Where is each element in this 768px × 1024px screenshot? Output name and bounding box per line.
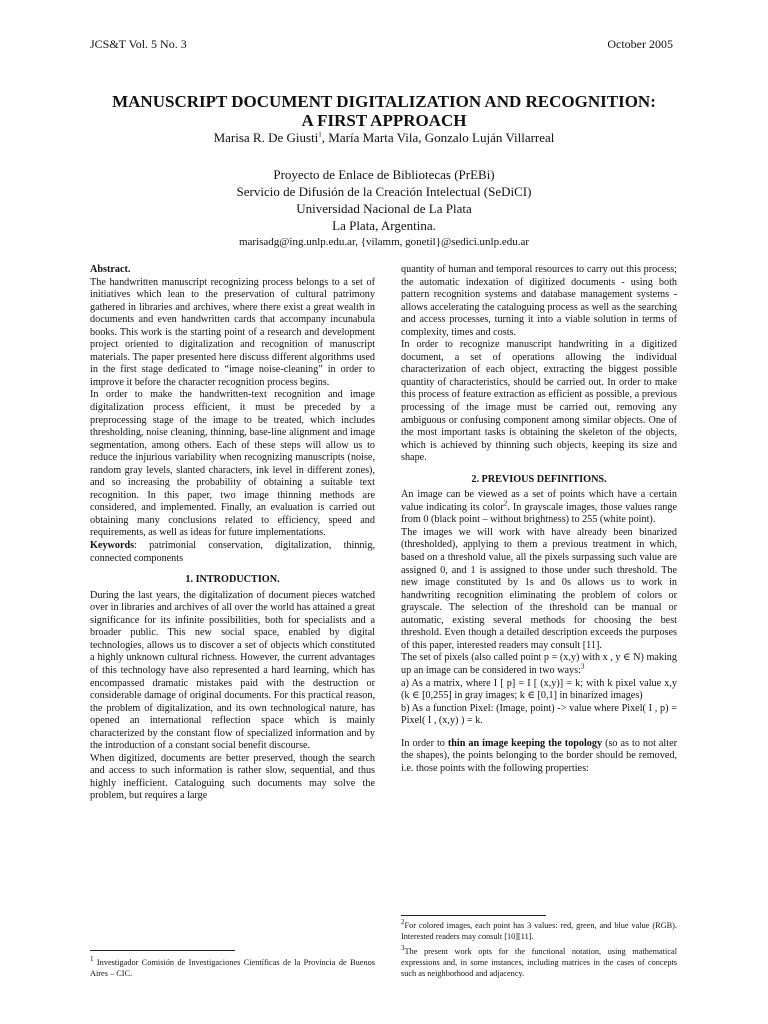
intro-paragraph-4: In order to recognize manuscript handwriting in a digitized document, a set of operations allowing the individual characterization of each object, extracting the biggest possible quantity of characteristics, should be carried out. In order to make this process of feature extraction as efficient as possible, a previous processing of the image must be carried out, removing any ambiguous or confusing component among similar objects. One of the most important tasks is obtaining the skeleton of the objects, which is achieved by thinning such objects, keeping its size and shape. xyxy=(401,339,677,464)
keywords xyxy=(90,540,375,565)
affiliation-line-1: Proyecto de Enlace de Bibliotecas (PrEBi) xyxy=(273,167,495,182)
title-line-1: MANUSCRIPT DOCUMENT DIGITALIZATION AND RECOGNITION: xyxy=(112,92,656,111)
prev-paragraph-4-b: (so as to not alter the shapes), the points belonging to the border should be removed, i.e. those points with the following properties: xyxy=(401,737,677,774)
prev-paragraph-1-a: An image can be viewed as a set of points which have a certain value indicating its color xyxy=(401,489,677,513)
author-rest: , María Marta Vila, Gonzalo Luján Villarreal xyxy=(321,130,555,145)
author-first: Marisa R. De Giusti xyxy=(213,130,319,145)
affiliation-block xyxy=(60,166,708,251)
issue-date: October 2005 xyxy=(607,37,673,51)
abstract-paragraph-1: The handwritten manuscript recognizing process belongs to a set of initiatives which lean to the preservation of cultural patrimony gathered in libraries and archives, where there exist a great wealth in documents and even handwritten cards that accompany incunabula books. This work is the starting point of a research and development project oriented to digitalization and recognition of manuscript materials. The paper presented here discuss different algorithms used in the first stage dedicated to “image noise-cleaning” in order to improve it before the character recognition process begins. xyxy=(90,276,375,388)
keywords-label: Keywords xyxy=(90,540,135,552)
footnote-3 xyxy=(401,946,677,979)
section-heading-previous-definitions: 2. PREVIOUS DEFINITIONS. xyxy=(471,473,607,485)
list-item-a: a) As a matrix, where I [ p] = I [ (x,y)] = k; with k pixel value x,y (k ∈ [0,255] in gray images; k ∈ [0,1] in binarized images) xyxy=(401,677,677,702)
footnote-2-text: For colored images, each point has 3 values: red, green, and blue value (RGB). Interested readers may consult [10][11]. xyxy=(401,921,677,941)
paper-title xyxy=(60,92,708,130)
right-column xyxy=(401,264,677,775)
paragraph-gap xyxy=(401,728,677,738)
footnote-1-number: 1 xyxy=(90,955,94,964)
footnote-3-text: The present work opts for the functional notation, using mathematical expressions and, in some instances, including matrices in the cases of concepts such as neighborhood and adjacency. xyxy=(401,947,677,978)
prev-paragraph-1 xyxy=(401,489,677,527)
affiliation-line-3: Universidad Nacional de La Plata xyxy=(296,201,472,216)
left-column xyxy=(90,264,375,803)
prev-paragraph-4-emphasis: thin an image keeping the topology xyxy=(447,737,603,749)
prev-paragraph-2: The images we will work with have already been binarized (thresholded), applying to them a previous treatment in which, based on a threshold value, all the pixels surpassing such value are assigned 0, and 1 is assigned to those under such threshold. The new image constituted by 1s and 0s allows us to work in handwriting recognition eliminating the problem of colors or grayscale. The selection of the threshold can be manual or automatic, existing several methods for choosing the best threshold. Even though a detailed description exceeds the purposes of this paper, interested readers may consult [11]. xyxy=(401,526,677,651)
prev-paragraph-3 xyxy=(401,652,677,677)
prev-paragraph-1-b: . In grayscale images, those values range from 0 (black point – without brightness) to 255 (white point). xyxy=(401,501,677,526)
footnote-2 xyxy=(401,920,677,942)
footnote-area-right xyxy=(401,915,677,979)
section-heading-introduction: 1. INTRODUCTION. xyxy=(185,574,280,586)
author-list xyxy=(60,130,708,146)
affiliation-line-4: La Plata, Argentina. xyxy=(332,218,436,233)
footnote-rule-right xyxy=(401,915,546,916)
title-line-2: A FIRST APPROACH xyxy=(301,111,467,130)
footnote-2-number: 2 xyxy=(401,918,405,927)
intro-paragraph-1: During the last years, the digitalization of document pieces watched over in libraries and archives of all over the world has attained a great significance for its infinite possibilities, both for specialists and a broader public. This new social space, enabled by digital technologies, allows us to discover a set of objects which constituted a highly unknown cultural richness. However, the current advantages of this technology have also represented a hard learning, which has encompassed dramatic mistakes paid with the destruction or considerable damage of original documents. For this practical reason, the problem of digitalization, and its own technological nature, has opened an international reflection space which is mainly characterized by the constant flow of specialized information and by the introduction of a constant social benefit discourse. xyxy=(90,589,375,752)
abstract-heading: Abstract. xyxy=(90,264,131,275)
running-header xyxy=(90,37,673,52)
keywords-text: : patrimonial conservation, digitalization, thinnig, connected components xyxy=(90,540,375,564)
author-emails: marisadg@ing.unlp.edu.ar, {vilamm, gonetil}@sedici.unlp.edu.ar xyxy=(238,236,530,248)
footnote-1-text: Investigador Comisión de Investigaciones Científicas de la Provincia de Buenos Aires – CIC. xyxy=(90,958,375,978)
author-footnote-mark: 1 xyxy=(318,130,322,139)
footnote-3-mark: 3 xyxy=(580,662,585,671)
prev-paragraph-4-a: In order to xyxy=(401,737,448,749)
journal-name: JCS&T Vol. 5 No. 3 xyxy=(90,37,187,51)
prev-paragraph-4 xyxy=(401,738,677,776)
affiliation-line-2: Servicio de Difusión de la Creación Intelectual (SeDiCI) xyxy=(236,184,532,199)
footnote-1 xyxy=(90,957,375,979)
footnote-rule xyxy=(90,950,235,951)
abstract-paragraph-2: In order to make the handwritten-text recognition and image digitalization process efficient, it must be preceded by a preprocessing stage of the image to be treated, which includes thresholding, noise cleaning, thinning, base-line alignment and image segmentation, among others. Each of these steps will allow us to reduce the injurious variability when recognizing manuscripts (noise, random gray levels, slanted characters, ink level in different zones), and so increasing the probability of obtaining a suitable text recognition. In this paper, two image thinning methods are considered, and implemented. Finally, an evaluation is carried out obtaining many conclusions related to efficiency, speed and requirements, as well as ideas for future implementations. xyxy=(90,389,375,539)
list-item-b: b) As a function Pixel: (Image, point) -> value where Pixel( I , p) = Pixel( I , (x,y) ) = k. xyxy=(401,702,677,727)
footnote-area-left xyxy=(90,950,375,979)
prev-paragraph-3-a: The set of pixels (also called point p = (x,y) with x , y ∈ N) making up an image can be considered in two ways: xyxy=(401,652,677,676)
footnote-2-mark: 2 xyxy=(503,499,508,508)
footnote-3-number: 3 xyxy=(401,944,405,953)
intro-paragraph-2: When digitized, documents are better preserved, though the search and access to such information is rather slow, sequential, and thus highly inefficient. Cataloguing such documents may solve the problem, but requires a large xyxy=(90,752,375,802)
intro-paragraph-3: quantity of human and temporal resources to carry out this process; the automatic indexation of digitized documents - using both pattern recognition systems and database management systems - allows accelerating the cataloguing process as well as the searching and access processes, turning it into a viable solution in terms of complexity, times and costs. xyxy=(401,264,677,338)
